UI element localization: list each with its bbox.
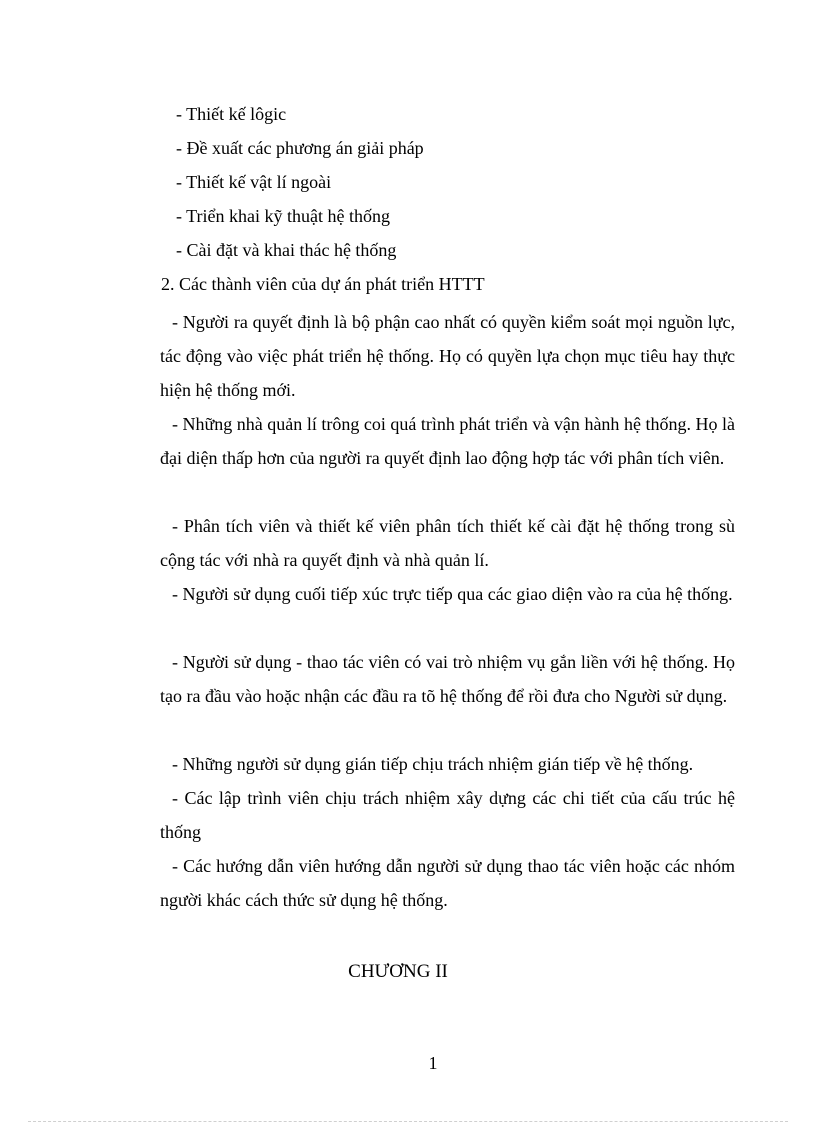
- bullet-item: - Triển khai kỹ thuật hệ thống: [176, 206, 390, 226]
- chapter-title: [0, 960, 816, 984]
- bullet-item: - Đề xuất các phương án giải pháp: [176, 138, 424, 158]
- page-bottom-divider: [28, 1121, 788, 1122]
- paragraph: - Phân tích viên và thiết kế viên phân tích thiết kế cài đặt hệ thống trong sù cộng tác với nhà ra quyết định và nhà quản lí.: [160, 516, 735, 570]
- section-heading: 2. Các thành viên của dự án phát triển HTTT: [161, 274, 485, 294]
- paragraph: - Những người sử dụng gián tiếp chịu trách nhiệm gián tiếp về hệ thống.: [172, 754, 694, 774]
- bullet-item: - Cài đặt và khai thác hệ thống: [176, 240, 397, 260]
- paragraph: - Các hướng dẫn viên hướng dẫn người sử dụng thao tác viên hoặc các nhóm người khác cách thức sử dụng hệ thống.: [160, 856, 735, 910]
- bullet-item: - Thiết kế vật lí ngoài: [176, 172, 332, 192]
- chapter-title-text: CHƯƠNG II: [348, 961, 448, 982]
- paragraph: - Các lập trình viên chịu trách nhiệm xây dựng các chi tiết của cấu trúc hệ thống: [160, 788, 735, 842]
- bullet-item: - Thiết kế lôgic: [176, 104, 287, 124]
- page-number: [0, 1052, 816, 1074]
- paragraph: - Người sử dụng - thao tác viên có vai trò nhiệm vụ gắn liền với hệ thống. Họ tạo ra đầu vào hoặc nhận các đầu ra tõ hệ thống để rồi đưa cho Người sử dụng.: [160, 652, 735, 706]
- page-number-text: 1: [428, 1053, 438, 1073]
- paragraph: - Người sử dụng cuối tiếp xúc trực tiếp qua các giao diện vào ra của hệ thống.: [172, 584, 733, 604]
- paragraph: - Những nhà quản lí trông coi quá trình phát triển và vận hành hệ thống. Họ là đại diện thấp hơn của người ra quyết định lao động hợp tác với phân tích viên.: [160, 414, 735, 468]
- paragraph: - Người ra quyết định là bộ phận cao nhất có quyền kiểm soát mọi nguồn lực, tác động vào việc phát triển hệ thống. Họ có quyền lựa chọn mục tiêu hay thực hiện hệ thống mới.: [160, 312, 735, 400]
